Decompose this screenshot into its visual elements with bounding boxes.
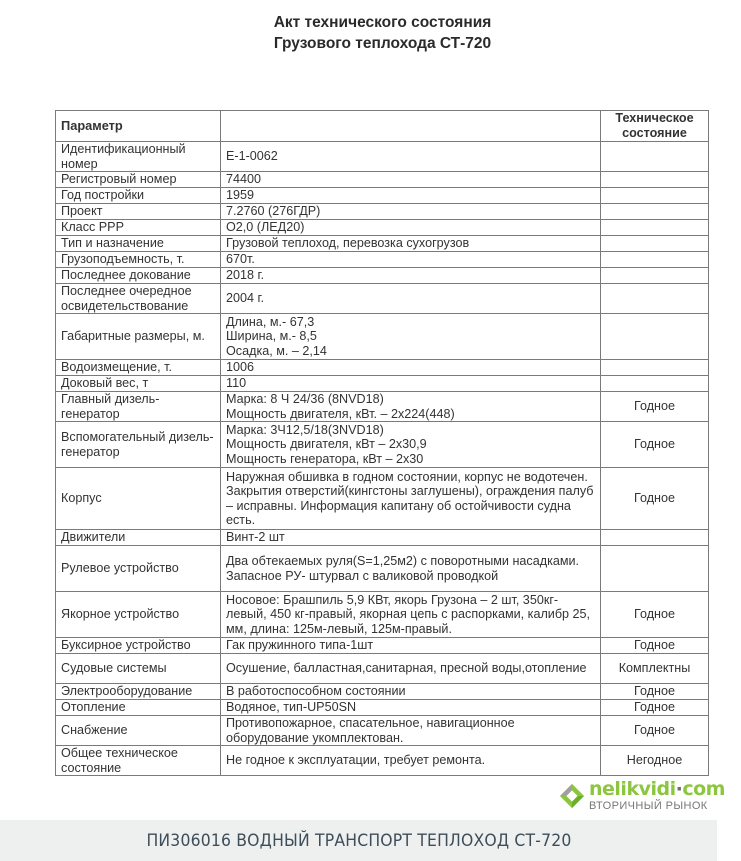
status-cell [601,142,709,172]
status-cell: Годное [601,468,709,530]
document-title-line2: Грузового теплохода СТ-720 [273,35,492,52]
status-cell [601,284,709,314]
status-cell: Негодное [601,746,709,776]
value-line: 2018 г. [226,268,265,283]
table-row [56,546,709,592]
status-cell: Годное [601,638,709,654]
watermark-brand: nelikvidi·com [589,778,725,800]
value-line: Осадка, м. – 2,14 [226,343,327,358]
status-cell [601,188,709,204]
table-row [56,252,709,268]
parameter-cell: Рулевое устройство [56,546,221,592]
value-cell [221,236,601,252]
parameter-cell: Последнее докование [56,268,221,284]
value-cell [221,530,601,546]
value-cell [221,546,601,592]
value-line: 74400 [226,172,262,187]
value-cell [221,360,601,376]
parameter-cell: Снабжение [56,716,221,746]
value-cell [221,700,601,716]
table-row [56,422,709,468]
value-cell [221,592,601,638]
value-line: Носовое: Брашпиль 5,9 КВт, якорь Грузона – 2 шт, 350кг-левый, 450 кг-правый, якорная цепь с распорками, калибр 25, мм, длина: 125м-левый, 125м-правый. [226,592,591,636]
value-cell [221,716,601,746]
value-line: 7.2760 (276ГДР) [226,204,321,219]
status-cell: Годное [601,592,709,638]
nelikvidi-watermark [559,778,725,816]
parameter-cell: Класс РРР [56,220,221,236]
parameter-cell: Общее техническое состояние [56,746,221,776]
status-cell [601,530,709,546]
table-row [56,236,709,252]
table-row [56,284,709,314]
value-cell [221,468,601,530]
parameter-cell: Грузоподъемность, т. [56,252,221,268]
value-line: Винт-2 шт [226,530,285,545]
value-line: Длина, м.- 67,3 [226,314,315,329]
table-row [56,142,709,172]
table-row [56,314,709,360]
document-title-line1: Акт технического состояния [273,14,492,31]
table-row [56,268,709,284]
status-cell: Годное [601,684,709,700]
table-row [56,592,709,638]
status-cell [601,204,709,220]
table-row [56,360,709,376]
table-row [56,376,709,392]
value-cell [221,204,601,220]
parameter-cell: Регистровый номер [56,172,221,188]
value-line: Марка: 3Ч12,5/18(3NVD18) [226,422,384,437]
value-line: Водяное, тип-UP50SN [226,700,357,715]
technical-condition-table [55,110,709,776]
header-technical-condition: Техническое состояние [601,111,709,142]
value-line: 1959 [226,188,255,203]
parameter-cell: Габаритные размеры, м. [56,314,221,360]
table-row [56,654,709,684]
table-row [56,172,709,188]
status-cell [601,268,709,284]
status-cell: Комплектны [601,654,709,684]
value-line: О2,0 (ЛЕД20) [226,220,305,235]
value-line: 110 [226,376,247,391]
value-line: Марка: 8 Ч 24/36 (8NVD18) [226,392,384,407]
value-line: Мощность двигателя, кВт – 2х30,9 [226,437,427,452]
value-line: Мощность генератора, кВт – 2х30 [226,451,424,466]
status-cell: Годное [601,716,709,746]
value-cell [221,684,601,700]
value-cell [221,268,601,284]
status-cell [601,252,709,268]
status-cell [601,546,709,592]
value-line: Два обтекаемых руля(S=1,25м2) с поворотными насадками. Запасное РУ- штурвал с валиковой проводкой [226,554,580,583]
value-line: Мощность двигателя, кВт. – 2х224(448) [226,406,455,421]
value-cell [221,376,601,392]
table-row [56,638,709,654]
parameter-cell: Вспомогательный дизель-генератор [56,422,221,468]
parameter-cell: Электрооборудование [56,684,221,700]
value-line: Противопожарное, спасательное, навигационное оборудование укомплектован. [226,716,515,745]
table-row [56,746,709,776]
table-row [56,204,709,220]
value-line: Грузовой теплоход, перевозка сухогрузов [226,236,470,251]
table-header-row [56,111,709,142]
watermark-brand-name: nelikvidi [589,778,676,800]
table-row [56,468,709,530]
value-cell [221,392,601,422]
value-cell [221,422,601,468]
footer-caption-bar [0,820,717,861]
watermark-tld: com [682,778,725,800]
parameter-cell: Последнее очередное освидетельствование [56,284,221,314]
nelikvidi-logo-icon [559,783,585,809]
watermark-subtitle: ВТОРИЧНЫЙ РЫНОК [589,800,708,812]
value-line: Не годное к эксплуатации, требует ремонта. [226,753,486,768]
value-cell [221,220,601,236]
value-cell [221,142,601,172]
value-cell [221,314,601,360]
status-cell [601,360,709,376]
header-value [221,111,601,142]
value-line: Наружная обшивка в годном состоянии, корпус не водотечен. Закрытия отверстий(кингстоны заглушены), ограждения палуб – исправны. Информация капитану об остойчивости судна есть. [226,469,594,527]
table-row [56,684,709,700]
status-cell [601,314,709,360]
value-line: 1006 [226,360,255,375]
parameter-cell: Судовые системы [56,654,221,684]
parameter-cell: Тип и назначение [56,236,221,252]
parameter-cell: Движители [56,530,221,546]
status-cell: Годное [601,700,709,716]
table-row [56,716,709,746]
value-line: Гак пружинного типа-1шт [226,638,374,653]
value-line: 2004 г. [226,291,265,306]
table-row [56,392,709,422]
value-cell [221,746,601,776]
value-cell [221,172,601,188]
status-cell [601,376,709,392]
value-line: 670т. [226,252,255,267]
parameter-cell: Год постройки [56,188,221,204]
value-cell [221,638,601,654]
table-row [56,220,709,236]
table-row [56,700,709,716]
value-cell [221,252,601,268]
parameter-cell: Идентификационный номер [56,142,221,172]
status-cell [601,172,709,188]
value-line: Осушение, балластная,санитарная, пресной воды,отопление [226,661,587,676]
parameter-cell: Отопление [56,700,221,716]
parameter-cell: Водоизмещение, т. [56,360,221,376]
value-cell [221,284,601,314]
parameter-cell: Доковый вес, т [56,376,221,392]
footer-caption: ПИ306016 ВОДНЫЙ ТРАНСПОРТ ТЕПЛОХОД СТ-720 [145,830,572,851]
value-line: Е-1-0062 [226,149,278,164]
value-cell [221,654,601,684]
value-cell [221,188,601,204]
header-parameter: Параметр [56,111,221,142]
status-cell: Годное [601,422,709,468]
value-line: Ширина, м.- 8,5 [226,329,317,344]
parameter-cell: Якорное устройство [56,592,221,638]
status-cell: Годное [601,392,709,422]
parameter-cell: Проект [56,204,221,220]
table-row [56,530,709,546]
parameter-cell: Буксирное устройство [56,638,221,654]
status-cell [601,220,709,236]
value-line: В работоспособном состоянии [226,684,406,699]
table-row [56,188,709,204]
parameter-cell: Главный дизель-генератор [56,392,221,422]
status-cell [601,236,709,252]
parameter-cell: Корпус [56,468,221,530]
